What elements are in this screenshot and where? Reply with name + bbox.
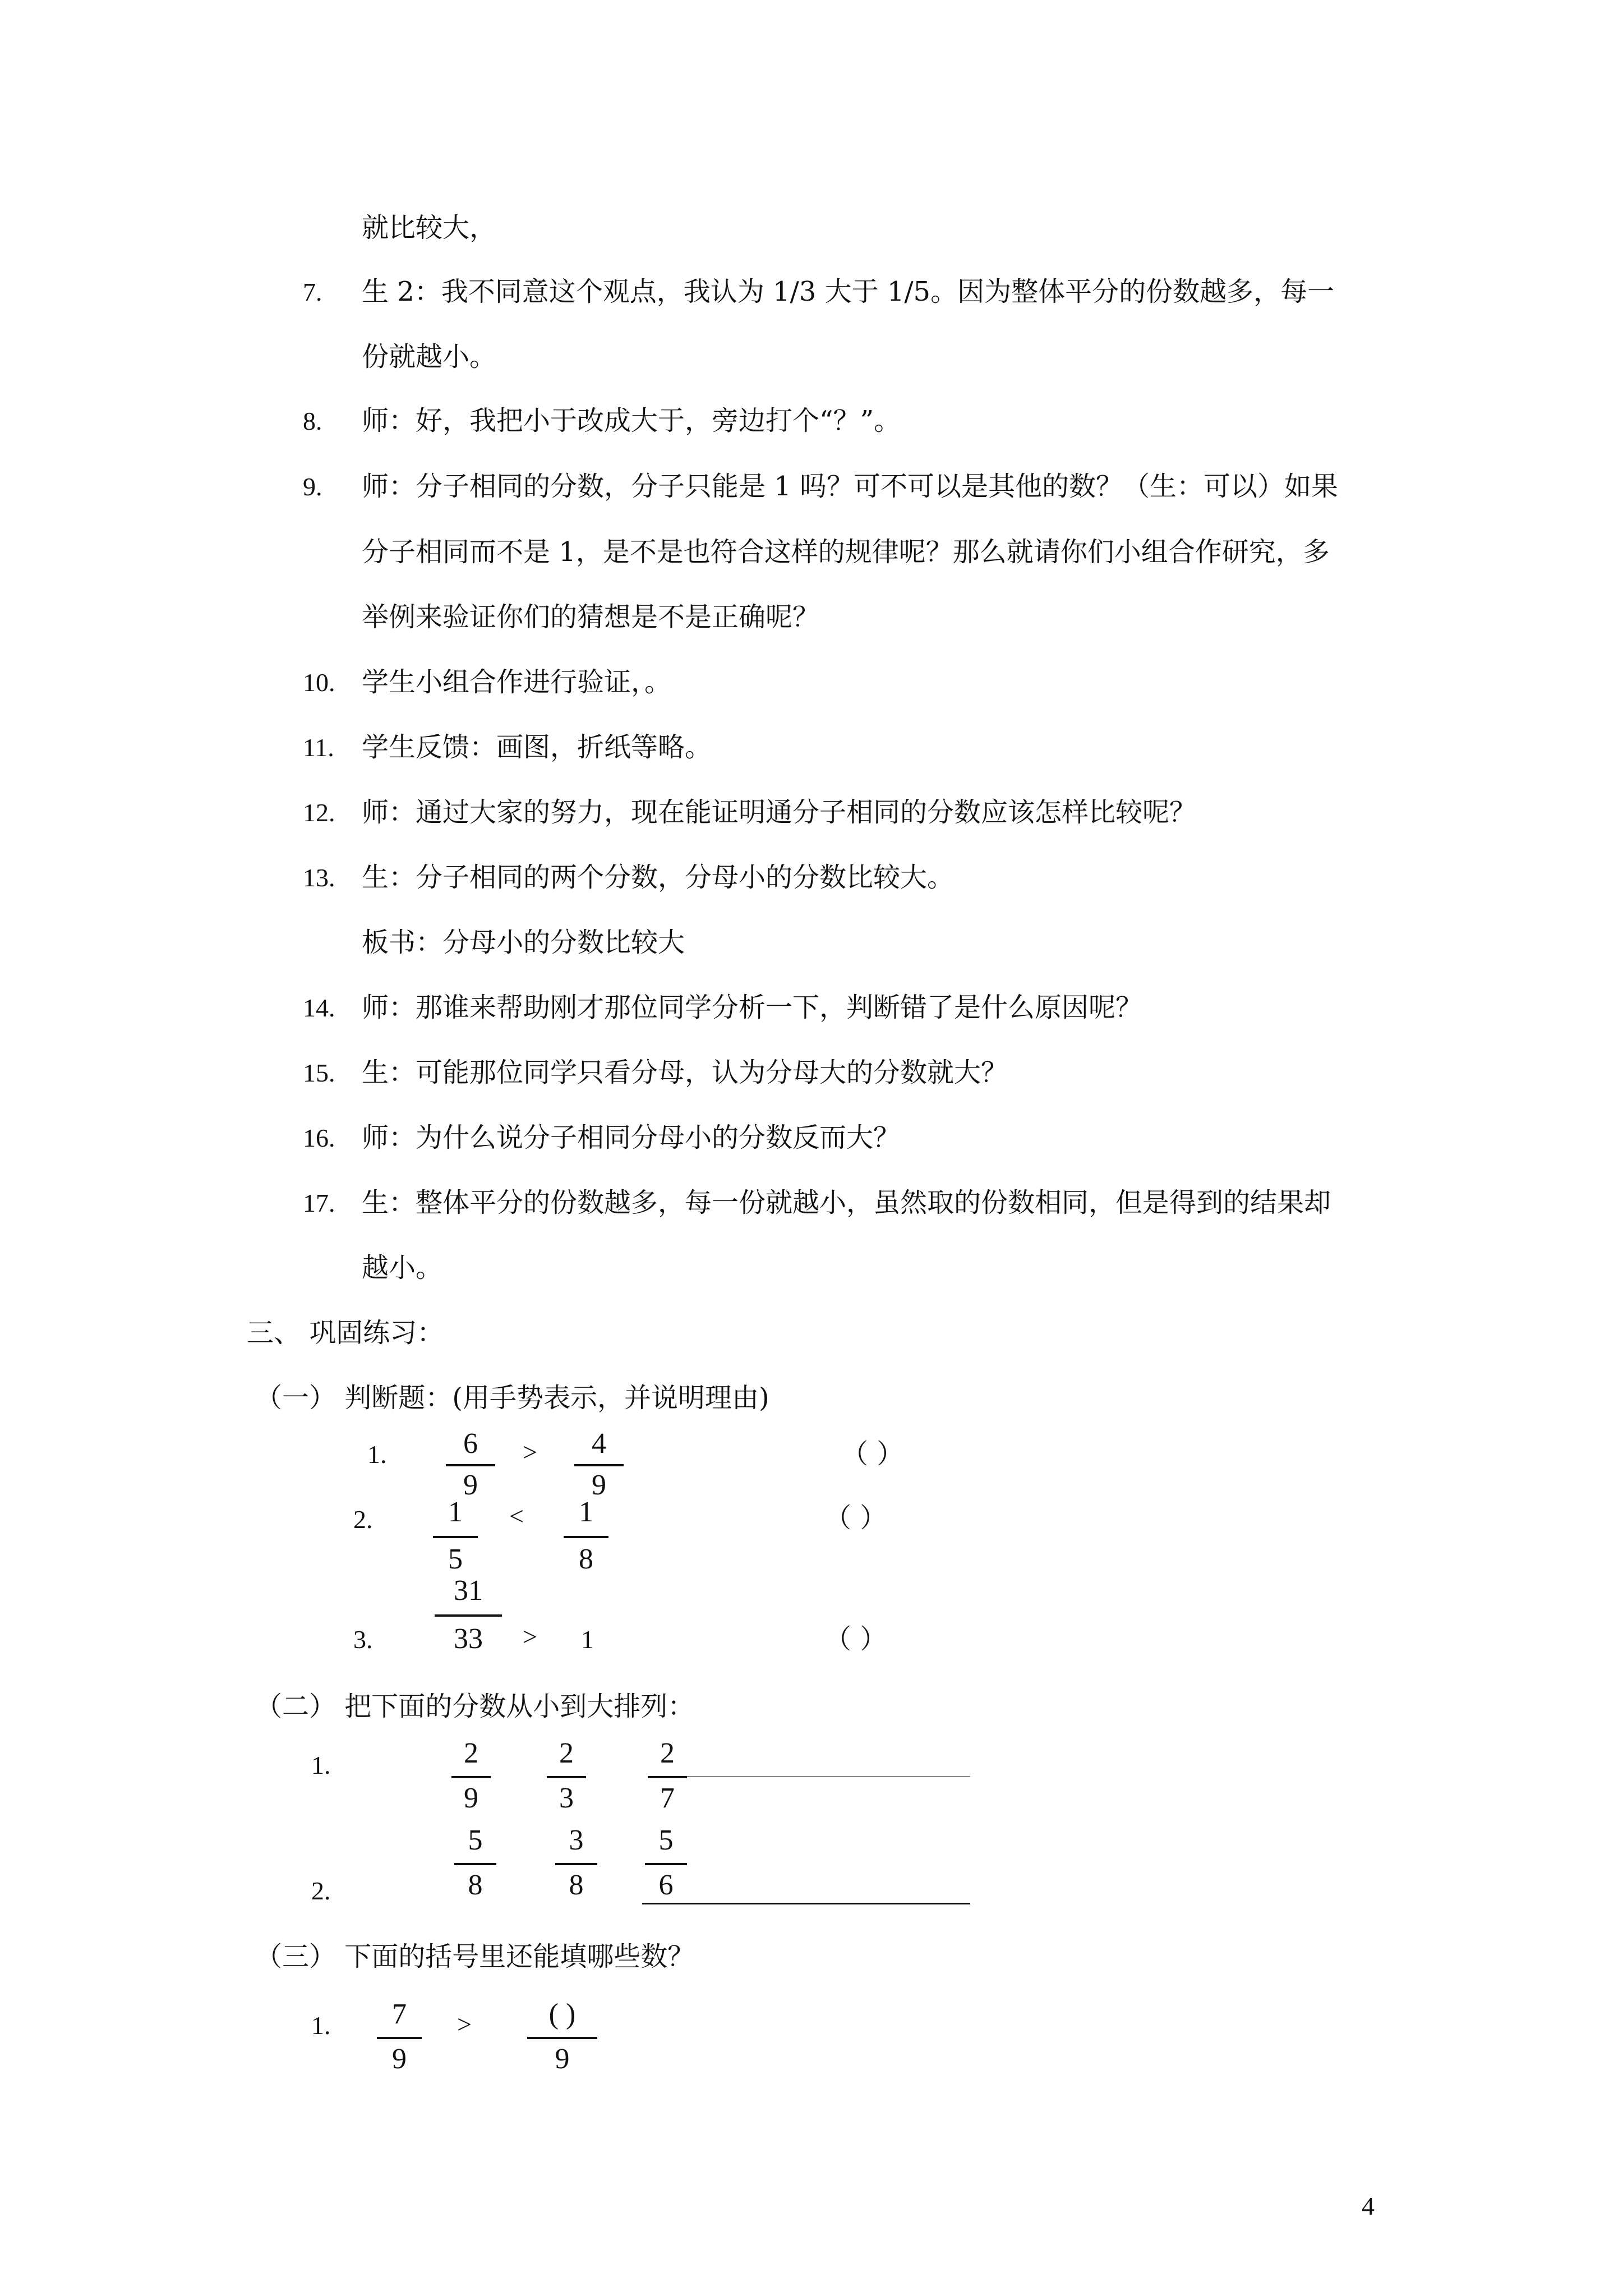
text-line: 师：好，我把小于改成大于，旁边打个“？”。 (362, 405, 901, 436)
item-number: 10. (303, 668, 335, 697)
item-number: 11. (303, 733, 334, 762)
text-line: 分子相同而不是 1，是不是也符合这样的规律呢？那么就请你们小组合作研究，多 (362, 536, 1330, 568)
question-number: 3. (353, 1625, 373, 1654)
item-number: 7. (303, 278, 322, 306)
text-line: 师：分子相同的分数，分子只能是 1 吗？可不可以是其他的数？（生：可以）如果 (362, 471, 1339, 502)
fraction-blank: ( ) 9 (527, 2000, 597, 2078)
text-line: 份就越小。 (362, 341, 497, 372)
fraction: 3 8 (555, 1826, 597, 1904)
fraction: 7 9 (377, 2000, 422, 2078)
text-line: 师：通过大家的努力，现在能证明通分子相同的分数应该怎样比较呢？ (362, 797, 1197, 828)
item-number: 8. (303, 407, 322, 435)
answer-line (687, 1776, 970, 1777)
question-number: 1. (367, 1440, 387, 1469)
item-number: 13. (303, 863, 335, 892)
fraction: 5 8 (454, 1826, 496, 1904)
question-number: 2. (311, 1876, 331, 1905)
text-line: 师：那谁来帮助刚才那位同学分析一下，判断错了是什么原因呢？ (362, 992, 1143, 1023)
fraction: 2 7 (648, 1739, 687, 1818)
question-number: 1. (311, 2011, 331, 2040)
answer-parentheses: （ ） (824, 1502, 887, 1534)
text-line: 师：为什么说分子相同分母小的分数反而大？ (362, 1122, 901, 1153)
fraction: 1 8 (564, 1498, 608, 1576)
section-heading: 三、 巩固练习： (247, 1317, 444, 1349)
fraction: 2 9 (451, 1739, 491, 1818)
text-line: 生 2：我不同意这个观点，我认为 1/3 大于 1/5。因为整体平分的份数越多，每一 (362, 276, 1335, 307)
fraction: 5 6 (645, 1826, 687, 1904)
answer-parentheses: （ ） (841, 1438, 904, 1470)
page-number: 4 (1362, 2192, 1375, 2220)
text-line: 就比较大， (362, 212, 497, 243)
item-number: 17. (303, 1189, 335, 1217)
answer-line (642, 1903, 970, 1904)
text-line: 生：整体平分的份数越多，每一份就越小，虽然取的份数相同，但是得到的结果却 (362, 1187, 1331, 1218)
fraction: 31 33 (435, 1576, 502, 1658)
text-line: 生：可能那位同学只看分母，认为分母大的分数就大？ (362, 1057, 1008, 1088)
subsection-heading: （二） 把下面的分数从小到大排列： (255, 1691, 695, 1722)
operator: < (509, 1502, 524, 1530)
comparison-value: 1 (581, 1625, 594, 1654)
text-line: 举例来验证你们的猜想是不是正确呢？ (362, 601, 820, 633)
operator: > (523, 1622, 537, 1651)
fraction: 2 3 (547, 1739, 586, 1818)
item-number: 16. (303, 1124, 335, 1152)
fraction: 1 5 (433, 1498, 478, 1576)
text-line: 学生反馈：画图，折纸等略。 (362, 731, 712, 763)
board-writing: 板书：分母小的分数比较大 (362, 927, 685, 958)
subsection-heading: （三） 下面的括号里还能填哪些数？ (255, 1941, 695, 1972)
item-number: 9. (303, 472, 322, 501)
answer-parentheses: （ ） (824, 1623, 887, 1655)
operator: > (523, 1438, 537, 1466)
item-number: 14. (303, 993, 335, 1022)
subsection-heading: （一） 判断题：(用手势表示，并说明理由) (255, 1382, 769, 1414)
text-line: 越小。 (362, 1252, 443, 1283)
operator: > (457, 2010, 472, 2039)
text-line: 学生小组合作进行验证，。 (362, 666, 672, 698)
text-line: 生：分子相同的两个分数，分母小的分数比较大。 (362, 862, 955, 893)
item-number: 15. (303, 1059, 335, 1087)
item-number: 12. (303, 798, 335, 827)
fraction: 4 9 (574, 1429, 624, 1502)
question-number: 1. (311, 1751, 331, 1779)
fraction: 6 9 (446, 1429, 495, 1502)
question-number: 2. (353, 1505, 373, 1534)
